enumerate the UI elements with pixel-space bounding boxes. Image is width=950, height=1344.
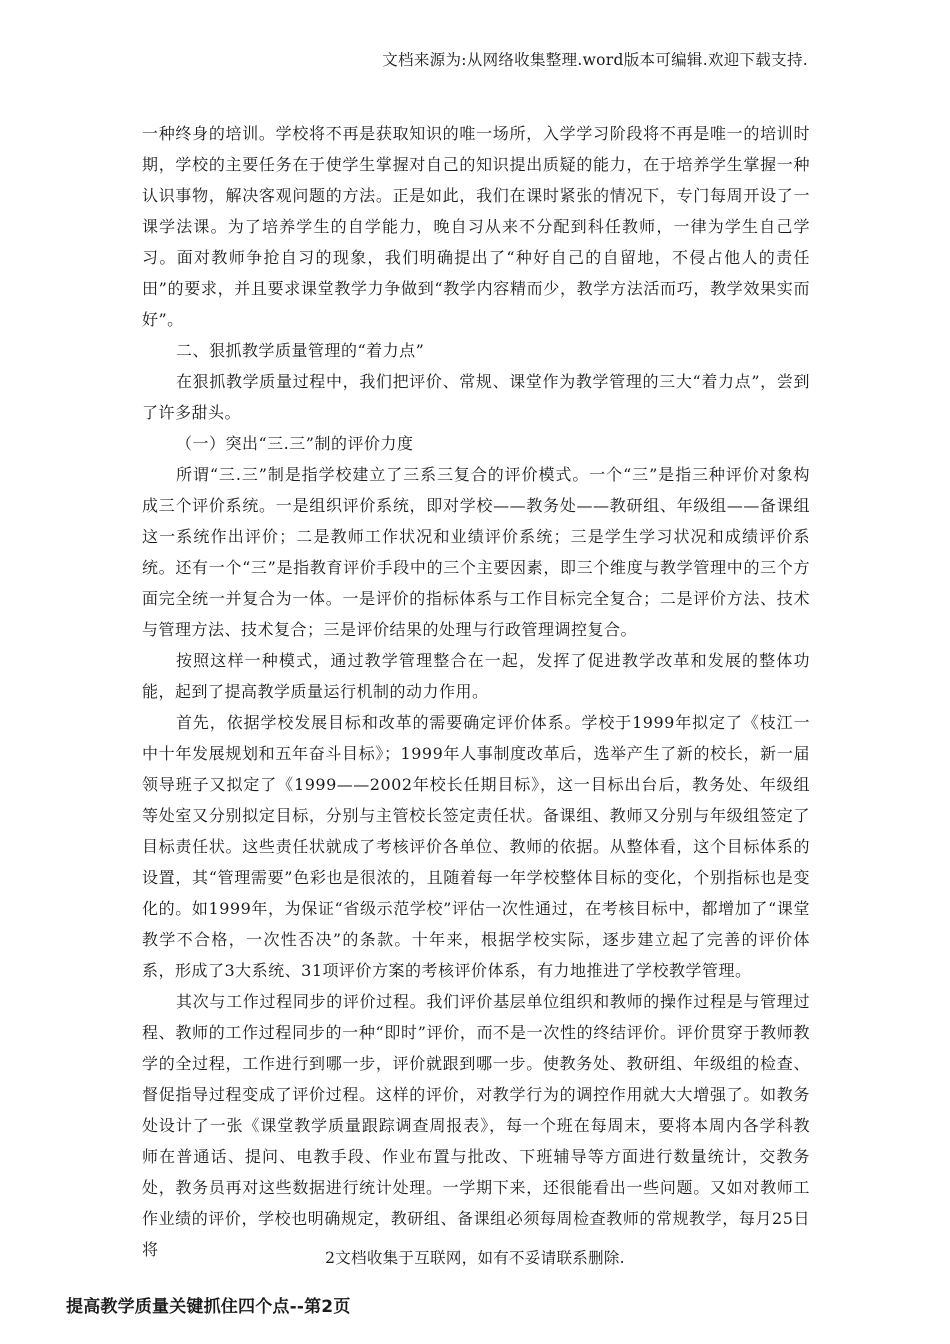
- paragraph: 一种终身的培训。学校将不再是获取知识的唯一场所，入学学习阶段将不再是唯一的培训时期，学校的主要任务在于使学生掌握对自己的知识提出质疑的能力，在于培养学生掌握一种认识事物，解决客观问题的方法。正是如此，我们在课时紧张的情况下，专门每周开设了一课学法课。为了培养学生的自学能力，晚自习从来不分配到科任教师，一律为学生自己学习。面对教师争抢自习的现象，我们明确提出了“种好自己的自留地，不侵占他人的责任田”的要求，并且要求课堂教学力争做到“教学内容精而少，教学方法活而巧，教学效果实而好”。: [142, 124, 810, 329]
- header-source-note: 文档来源为:从网络收集整理.word版本可编辑.欢迎下载支持.: [382, 51, 808, 69]
- document-title: 提高教学质量关键抓住四个点--第2页: [66, 1297, 351, 1317]
- paragraph: 在狠抓教学质量过程中，我们把评价、常规、课堂作为教学管理的三大“着力点”，尝到了许多甜头。: [142, 372, 810, 422]
- paragraph: 按照这样一种模式，通过教学管理整合在一起，发挥了促进教学改革和发展的整体功能，起到了提高教学质量运行机制的动力作用。: [142, 651, 810, 701]
- footer-note: 2文档收集于互联网，如有不妥请联系删除.: [325, 1249, 625, 1267]
- subsection-heading: （一）突出“三.三”制的评价力度: [176, 434, 414, 453]
- paragraph: 所谓“三.三”制是指学校建立了三系三复合的评价模式。一个“三”是指三种评价对象构成三个评价系统。一是组织评价系统，即对学校——教务处——教研组、年级组——备课组这一系统作出评价；二是教师工作状况和业绩评价系统；三是学生学习状况和成绩评价系统。还有一个“三”是指教育评价手段中的三个主要因素，即三个维度与教学管理中的三个方面完全统一并复合为一体。一是评价的指标体系与工作目标完全复合；二是评价方法、技术与管理方法、技术复合；三是评价结果的处理与行政管理调控复合。: [142, 465, 810, 639]
- section-heading: 二、狠抓教学质量管理的“着力点”: [176, 341, 425, 360]
- paragraph: 首先，依据学校发展目标和改革的需要确定评价体系。学校于1999年拟定了《枝江一中十年发展规划和五年奋斗目标》；1999年人事制度改革后，选举产生了新的校长，新一届领导班子又拟定了《1999——2002年校长任期目标》，这一目标出台后，教务处、年级组等处室又分别拟定目标，分别与主管校长签定责任状。备课组、教师又分别与年级组签定了目标责任状。这些责任状就成了考核评价各单位、教师的依据。从整体看，这个目标体系的设置，其“管理需要”色彩也是很浓的，且随着每一年学校整体目标的变化，个别指标也是变化的。如1999年，为保证“省级示范学校”评估一次性通过，在考核目标中，都增加了“课堂教学不合格，一次性否决”的条款。十年来，根据学校实际，逐步建立起了完善的评价体系，形成了3大系统、31项评价方案的考核评价体系，有力地推进了学校教学管理。: [142, 713, 810, 980]
- document-body: [142, 118, 810, 1265]
- paragraph: 其次与工作过程同步的评价过程。我们评价基层单位组织和教师的操作过程是与管理过程、教师的工作过程同步的一种“即时”评价，而不是一次性的终结评价。评价贯穿于教师教学的全过程，工作进行到哪一步，评价就跟到哪一步。使教务处、教研组、年级组的检查、督促指导过程变成了评价过程。这样的评价，对教学行为的调控作用就大大增强了。如教务处设计了一张《课堂教学质量跟踪调查周报表》，每一个班在每周末，要将本周内各学科教师在普通话、提问、电教手段、作业布置与批改、下班辅导等方面进行数量统计，交教务处，教务员再对这些数据进行统计处理。一学期下来，还很能看出一些问题。又如对教师工作业绩的评价，学校也明确规定，教研组、备课组必须每周检查教师的常规教学，每月25日将: [142, 992, 810, 1259]
